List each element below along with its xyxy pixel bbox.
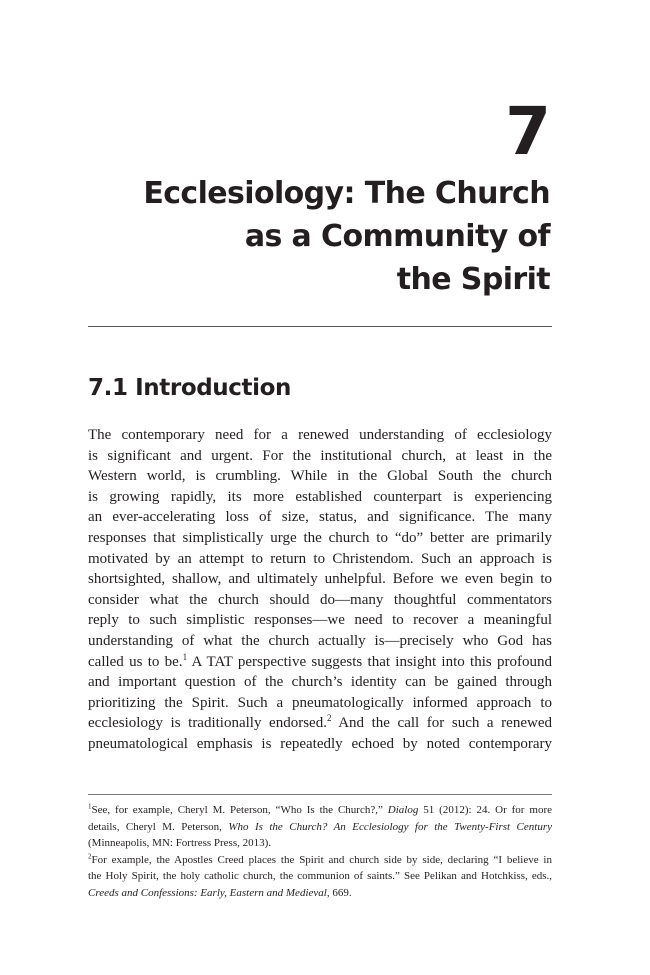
footnote-reference-2[interactable]: 2 bbox=[326, 713, 332, 724]
body-text-fragment: called us to be. bbox=[88, 653, 183, 670]
body-line: and important question of the church’s identity can be gained through bbox=[88, 674, 552, 691]
footnote-italic-title: Creeds and Confessions: Early, Eastern and Medieval bbox=[88, 886, 327, 899]
body-line: an ever-accelerating loss of size, status, and significance. The many bbox=[88, 509, 552, 526]
chapter-title-line: Ecclesiology: The Church bbox=[143, 176, 550, 211]
footnote-italic-title: Dialog bbox=[387, 804, 419, 816]
body-line: pneumatological emphasis is repeatedly echoed by noted contemporary bbox=[88, 735, 552, 752]
body-line: Western world, is crumbling. While in the Global South the church bbox=[88, 468, 552, 485]
title-divider bbox=[88, 326, 552, 327]
footnote-number: 2 bbox=[88, 851, 92, 860]
footnote-text: 51 (2012): 24. Or for more bbox=[418, 804, 552, 816]
footnote-text: For example, the Apostles Creed places the Spirit and church side by side, declaring “I believe in bbox=[91, 853, 552, 866]
body-line bbox=[88, 652, 552, 673]
body-text-fragment: A TAT perspective suggests that insight into this profound bbox=[187, 653, 552, 670]
footnote-text: See, for example, Cheryl M. Peterson, “Who Is the Church?,” bbox=[91, 804, 388, 816]
body-line: consider what the church should do—many thoughtful commentators bbox=[88, 591, 552, 608]
chapter-title bbox=[90, 172, 550, 301]
body-line: prioritizing the Spirit. Such a pneumatologically informed approach to bbox=[88, 694, 552, 711]
footnote-text: details, Cheryl M. Peterson, bbox=[88, 820, 229, 833]
body-line: reply to such simplistic responses—we need to recover a meaningful bbox=[88, 612, 552, 629]
footnotes bbox=[88, 802, 552, 901]
chapter-title-line: the Spirit bbox=[396, 262, 550, 297]
chapter-number: 7 bbox=[505, 93, 550, 170]
body-line: shortsighted, shallow, and ultimately unhelpful. Before we even begin to bbox=[88, 571, 552, 588]
section-heading: 7.1 Introduction bbox=[88, 375, 291, 401]
footnote-number: 1 bbox=[88, 802, 92, 811]
body-line: The contemporary need for a renewed understanding of ecclesiology bbox=[88, 427, 552, 443]
chapter-title-line: as a Community of bbox=[244, 219, 550, 254]
footnote-text: , 669. bbox=[326, 886, 352, 899]
footnote-1-line: (Minneapolis, MN: Fortress Press, 2013). bbox=[88, 837, 272, 849]
footnote-2-line: the Holy Spirit, the holy catholic church, the communion of saints.” See Pelikan and Hotchkiss, eds., bbox=[88, 870, 552, 882]
body-line bbox=[88, 713, 552, 734]
footnote-italic-title: Who Is the Church? An Ecclesiology for the Twenty-First Century bbox=[228, 820, 552, 833]
body-line: understanding of what the church actually is—precisely who God has bbox=[88, 632, 552, 649]
body-text-fragment: ecclesiology is traditionally endorsed. bbox=[88, 715, 327, 732]
body-line: motivated by an attempt to return to Christendom. Such an approach is bbox=[88, 550, 552, 567]
footnote-reference-1[interactable]: 1 bbox=[182, 651, 188, 662]
footnote-1-line bbox=[88, 802, 552, 819]
footnote-2-line bbox=[88, 885, 552, 902]
body-line: is significant and urgent. For the institutional church, at least in the bbox=[88, 447, 552, 464]
footnote-divider bbox=[88, 794, 552, 795]
body-line: responses that simplistically urge the church to “do” better are primarily bbox=[88, 529, 552, 546]
body-text-fragment: And the call for such a renewed bbox=[331, 715, 552, 732]
body-line: is growing rapidly, its more established counterpart is experiencing bbox=[88, 488, 552, 505]
footnote-1-line bbox=[88, 819, 552, 836]
body-paragraph bbox=[88, 425, 552, 755]
footnote-2-line bbox=[88, 852, 552, 869]
